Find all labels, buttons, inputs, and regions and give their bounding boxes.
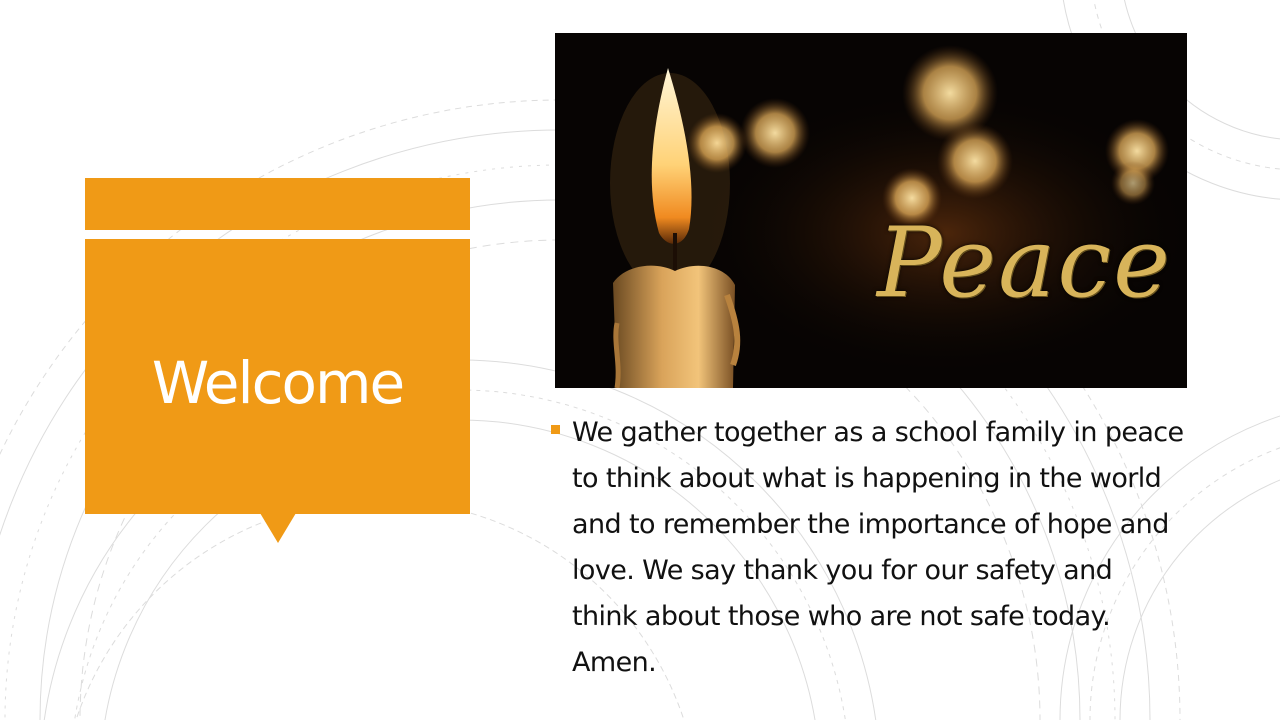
accent-bar <box>85 178 470 230</box>
callout-pointer <box>260 513 296 543</box>
body-paragraph: We gather together as a school family in peace to think about what is happening in the world and to remember the importance of hope and love. We say thank you for our safety and think about those who are not safe today. Amen. <box>572 417 1184 678</box>
slide-title: Welcome <box>151 348 404 417</box>
candle-peace-image <box>555 33 1187 388</box>
peace-script-word: Peace <box>877 207 1172 319</box>
title-callout <box>85 239 470 514</box>
square-bullet-icon <box>551 425 560 434</box>
body-text-block <box>551 410 1191 686</box>
